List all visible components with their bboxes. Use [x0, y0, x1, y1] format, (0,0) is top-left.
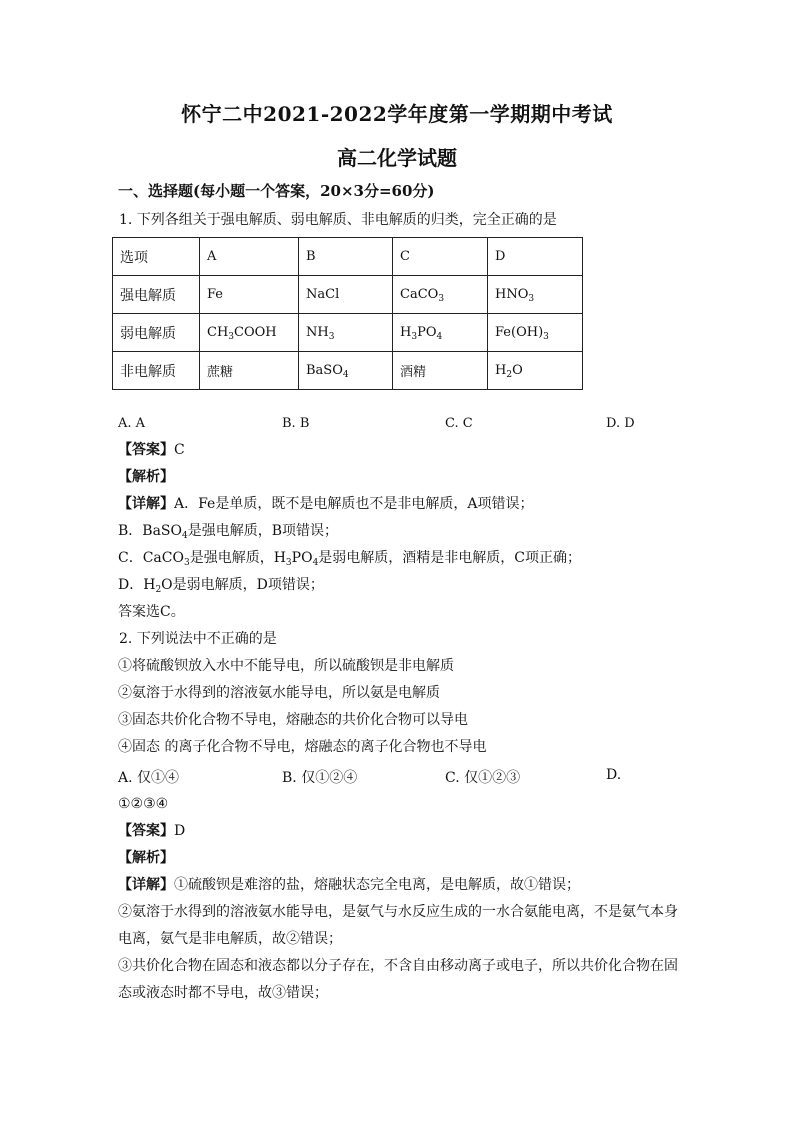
- table-header-cell: B: [299, 238, 393, 276]
- answer-tag: 【答案】: [118, 442, 174, 458]
- option-c: C. 仅①②③: [445, 770, 521, 786]
- analysis-tag: 【解析】: [118, 469, 174, 485]
- table-cell: $H_2O$: [488, 352, 583, 390]
- detail-line: 电离，氨气是非电解质，故②错误；: [118, 931, 342, 947]
- question-1-table: [112, 237, 583, 390]
- option-b: B. B: [282, 416, 310, 431]
- table-cell: $NH_3$: [299, 314, 393, 352]
- table-header-row: [113, 238, 583, 276]
- detail-line: [118, 875, 580, 895]
- option-d: D.: [606, 767, 622, 783]
- row-label: 强电解质: [113, 276, 200, 314]
- option-a: A. A: [118, 416, 146, 431]
- detail-line: B．BaSO$_4$是强电解质，B项错误；: [118, 523, 339, 541]
- table-cell: $H_3PO_4$: [393, 314, 488, 352]
- statement-line: ④固态 的离子化合物不导电，熔融态的离子化合物也不导电: [118, 739, 487, 755]
- table-row: [113, 276, 583, 314]
- table-cell: Fe: [200, 276, 299, 314]
- table-header-cell: C: [393, 238, 488, 276]
- answer-value: C: [174, 442, 185, 458]
- option-c: C. C: [445, 416, 473, 431]
- detail-line: D．$H_2O$是弱电解质，D项错误；: [118, 577, 324, 595]
- detail-text: A．Fe是单质，既不是电解质也不是非电解质，A项错误；: [174, 496, 534, 512]
- section-heading: 一、选择题(每小题一个答案，20×3分=60分): [118, 182, 435, 200]
- answer-line: [118, 821, 185, 841]
- row-label: 弱电解质: [113, 314, 200, 352]
- table-cell: 酒精: [393, 352, 488, 390]
- table-cell: $Fe(OH)_3$: [488, 314, 583, 352]
- table-header-cell: A: [200, 238, 299, 276]
- detail-line: ③共价化合物在固态和液态都以分子存在，不含自由移动离子或电子，所以共价化合物在固: [118, 958, 678, 974]
- table-cell: $HNO_3$: [488, 276, 583, 314]
- detail-text: ①硫酸钡是难溶的盐，熔融状态完全电离，是电解质，故①错误；: [174, 877, 580, 893]
- table-cell: 蔗糖: [200, 352, 299, 390]
- conclusion-line: 答案选C。: [118, 604, 185, 620]
- table-header-cell: 选项: [113, 238, 200, 276]
- answer-value: D: [174, 823, 186, 839]
- table-header-cell: D: [488, 238, 583, 276]
- table-cell: NaCl: [299, 276, 393, 314]
- option-d: D. D: [606, 416, 635, 431]
- exam-title: 怀宁二中2021-2022学年度第一学期期中考试: [181, 102, 613, 126]
- statement-line: ②氨溶于水得到的溶液氨水能导电，所以氨是电解质: [118, 685, 440, 701]
- table-row: [113, 314, 583, 352]
- table-cell: $CH_3COOH$: [200, 314, 299, 352]
- table-cell: CaCO$_3$: [393, 276, 488, 314]
- question-2-stem: 2. 下列说法中不正确的是: [119, 631, 277, 647]
- exam-subtitle: 高二化学试题: [337, 146, 457, 170]
- statement-line: ③固态共价化合物不导电，熔融态的共价化合物可以导电: [118, 712, 468, 728]
- detail-line: ②氨溶于水得到的溶液氨水能导电，是氨气与水反应生成的一水合氨能电离，不是氨气本身: [118, 904, 678, 920]
- detail-line: [118, 494, 533, 514]
- detail-tag: 【详解】: [118, 496, 174, 512]
- detail-line: C．CaCO$_3$是强电解质，$H_3PO_4$是弱电解质，酒精是非电解质，C项正确；: [118, 550, 582, 568]
- detail-line: 态或液态时都不导电，故③错误；: [118, 985, 328, 1001]
- table-cell: BaSO$_4$: [299, 352, 393, 390]
- option-b: B. 仅①②④: [282, 770, 358, 786]
- option-a: A. 仅①④: [118, 770, 180, 786]
- answer-line: [118, 440, 185, 460]
- table-row: [113, 352, 583, 390]
- answer-tag: 【答案】: [118, 823, 174, 839]
- option-d-continuation: ①②③④: [118, 796, 169, 812]
- question-1-stem: 1. 下列各组关于强电解质、弱电解质、非电解质的归类，完全正确的是: [119, 212, 557, 228]
- detail-tag: 【详解】: [118, 877, 174, 893]
- analysis-tag: 【解析】: [118, 850, 174, 866]
- statement-line: ①将硫酸钡放入水中不能导电，所以硫酸钡是非电解质: [118, 658, 454, 674]
- row-label: 非电解质: [113, 352, 200, 390]
